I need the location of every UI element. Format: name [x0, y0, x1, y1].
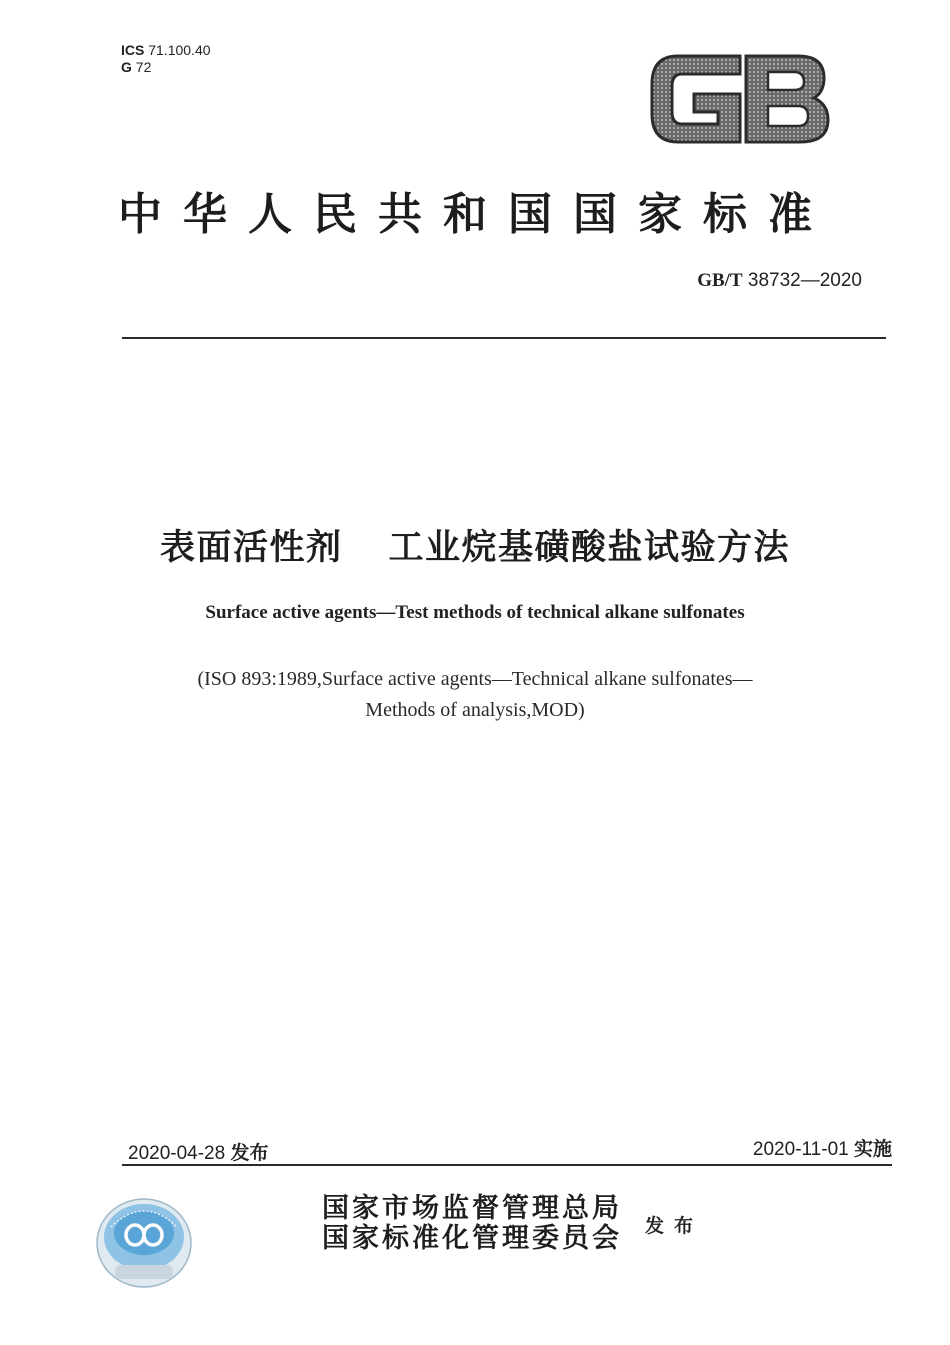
ics-label: ICS — [121, 42, 145, 58]
iso-reference-line2: Methods of analysis,MOD) — [365, 699, 585, 721]
document-title-cn — [0, 520, 950, 570]
implementation-date-label: 实施 — [853, 1138, 892, 1160]
standard-number-prefix: GB/T — [697, 270, 743, 291]
issue-date-value: 2020-04-28 — [128, 1143, 226, 1164]
anti-counterfeit-seal-icon — [95, 1197, 193, 1289]
ics-value: 71.100.40 — [148, 42, 211, 58]
publish-label: 发布 — [645, 1215, 704, 1237]
document-title-cn-part1: 表面活性剂 — [159, 528, 343, 568]
footer-divider — [122, 1164, 892, 1166]
document-title-en: Surface active agents—Test methods of technical alkane sulfonates — [205, 602, 745, 623]
issuer-samr: 国家市场监督管理总局 — [322, 1193, 622, 1224]
national-standard-title: 中华人民共和国国家标准 — [118, 189, 833, 240]
ccs-value: 72 — [135, 59, 152, 75]
iso-reference — [0, 664, 950, 726]
standard-number — [697, 270, 862, 292]
issue-date — [128, 1138, 269, 1165]
standard-number-value: 38732—2020 — [747, 270, 862, 291]
issuing-authorities — [322, 1194, 622, 1254]
iso-reference-line1: (ISO 893:1989,Surface active agents—Technical alkane sulfonates— — [197, 668, 753, 690]
ccs-label: G — [121, 59, 132, 75]
gb-logo — [648, 50, 832, 148]
implementation-date — [753, 1134, 892, 1161]
issue-date-label: 发布 — [230, 1142, 269, 1164]
header-divider — [122, 337, 886, 339]
classification-codes — [121, 42, 211, 76]
issuer-sac: 国家标准化管理委员会 — [322, 1223, 622, 1254]
document-title-cn-part2: 工业烷基磺酸盐试验方法 — [388, 528, 791, 568]
implementation-date-value: 2020-11-01 — [752, 1139, 849, 1160]
